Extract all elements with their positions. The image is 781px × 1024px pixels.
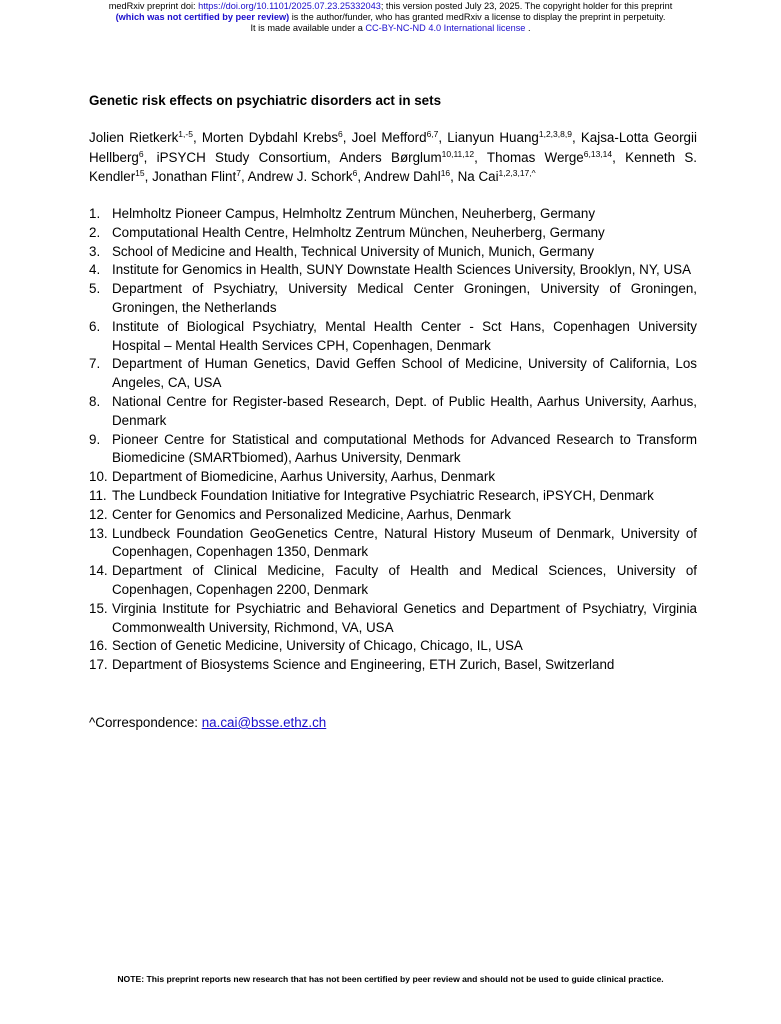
affiliation-number: 16.	[89, 638, 108, 654]
author-affiliation-marker: 15	[135, 168, 145, 178]
affiliation-number: 12.	[89, 506, 108, 522]
affiliation-number: 15.	[89, 600, 108, 616]
affiliation-text: Computational Health Centre, Helmholtz Zentrum München, Neuherberg, Germany	[112, 224, 605, 240]
affiliation-item	[89, 224, 697, 243]
affiliation-number: 5.	[89, 281, 101, 297]
affiliation-text: Lundbeck Foundation GeoGenetics Centre, Natural History Museum of Denmark, University of Copenhagen, Copenhagen 1350, Denmark	[112, 525, 697, 560]
author-affiliation-marker: 6,13,14	[583, 148, 613, 159]
header-copyright-text: ; this version posted July 23, 2025. The copyright holder for this preprint	[380, 1, 673, 11]
correspondence-email-link[interactable]: na.cai@bsse.ethz.ch	[201, 715, 327, 730]
affiliation-number: 8.	[89, 393, 101, 409]
header-license-suffix: .	[525, 23, 531, 33]
license-link[interactable]: CC-BY-NC-ND 4.0 International license	[365, 23, 526, 33]
author-name: Na Cai	[457, 169, 499, 184]
author-affiliation-marker: 7	[236, 168, 241, 178]
affiliation-number: 9.	[89, 431, 101, 447]
author-affiliation-marker: 6	[138, 148, 144, 159]
affiliation-item	[89, 205, 697, 224]
affiliation-text: The Lundbeck Foundation Initiative for Integrative Psychiatric Research, iPSYCH, Denmark	[112, 487, 654, 503]
author-affiliation-marker: 16	[440, 168, 451, 178]
affiliation-item	[89, 431, 697, 469]
affiliation-text: Department of Human Genetics, David Geffen School of Medicine, University of California, Los Angeles, CA, USA	[112, 356, 697, 391]
affiliation-list	[89, 205, 697, 675]
affiliation-item	[89, 562, 697, 600]
affiliation-text: Pioneer Centre for Statistical and computational Methods for Advanced Research to Transform Biomedicine (SMARTbiomed), Aarhus University, Denmark	[112, 431, 697, 466]
author-name: Thomas Werge	[486, 149, 584, 165]
author-name: Kajsa-Lotta Georgii Hellberg	[89, 130, 697, 165]
header-line-3	[0, 23, 781, 34]
author-name: iPSYCH Study Consortium	[156, 149, 328, 165]
affiliation-text: Institute of Biological Psychiatry, Mental Health Center - Sct Hans, Copenhagen University Hospital – Mental Health Services CPH, Copenhagen, Denmark	[112, 318, 697, 353]
affiliation-text: Department of Biomedicine, Aarhus University, Aarhus, Denmark	[112, 469, 496, 485]
author-affiliation-marker: 10,11,12	[441, 148, 475, 159]
affiliation-number: 3.	[89, 243, 101, 259]
affiliation-item	[89, 468, 697, 487]
affiliation-item	[89, 637, 697, 656]
author-affiliation-marker: 1,2,3,8,9	[538, 129, 572, 139]
author-affiliation-marker: 6	[338, 129, 343, 139]
affiliation-item	[89, 525, 697, 563]
affiliation-item	[89, 318, 697, 356]
affiliation-item	[89, 656, 697, 675]
affiliation-text: Center for Genomics and Personalized Medicine, Aarhus, Denmark	[112, 506, 511, 522]
header-line-2	[0, 12, 781, 23]
affiliation-text: Department of Psychiatry, University Medical Center Groningen, University of Groningen, Groningen, the Netherlands	[112, 281, 697, 315]
author-name: Lianyun Huang	[447, 130, 539, 145]
correspondence	[89, 715, 326, 730]
author-list: Jolien Rietkerk$^{1,-5}$, Morten Dybdahl Krebs$^6$, Joel Mefford$^{6,7}$, Lianyun Huang$^{1,2,3,8,9}$, Kajsa-Lotta Georgii Hellberg$^6$, iPSYCH Study Consortium, Anders Børglum$^{10,11,12}$, Thomas Werge$^{6,13,14}$, Kenneth S. Kendler$^{15}$, Jonathan Flint$^7$, Andrew J. Schork$^6$, Andrew Dahl$^{16}$, Na Cai$^{1,2,3,17,\^{}}$	[89, 129, 697, 184]
header-doi-prefix: medRxiv preprint doi:	[108, 1, 199, 11]
affiliation-number: 7.	[89, 356, 101, 372]
author-name: Jonathan Flint	[152, 169, 237, 184]
header-line-1	[0, 1, 781, 12]
affiliation-item	[89, 506, 697, 525]
affiliation-item	[89, 261, 697, 280]
affiliation-text: Department of Biosystems Science and Engineering, ETH Zurich, Basel, Switzerland	[112, 657, 615, 673]
affiliation-text: Helmholtz Pioneer Campus, Helmholtz Zentrum München, Neuherberg, Germany	[112, 206, 596, 221]
preprint-footer-note: NOTE: This preprint reports new research that has not been certified by peer review and should not be used to guide clinical practice.	[117, 974, 664, 984]
author-name: Joel Mefford	[351, 130, 427, 145]
affiliation-number: 13.	[89, 525, 108, 541]
preprint-header	[0, 1, 781, 34]
affiliation-text: Department of Clinical Medicine, Faculty of Health and Medical Sciences, University of Copenhagen, Copenhagen 2200, Denmark	[112, 563, 697, 597]
affiliation-text: National Centre for Register-based Research, Dept. of Public Health, Aarhus University, Aarhus, Denmark	[112, 393, 697, 428]
author-affiliation-marker: 6,7	[426, 129, 439, 139]
affiliation-item	[89, 355, 697, 393]
affiliation-text: School of Medicine and Health, Technical University of Munich, Munich, Germany	[112, 243, 595, 259]
affiliation-item	[89, 280, 697, 318]
author-name: Anders Børglum	[339, 149, 442, 165]
author-name: Morten Dybdahl Krebs	[201, 130, 339, 145]
affiliation-number: 1.	[89, 206, 101, 221]
author-name: Andrew Dahl	[364, 169, 441, 184]
author-affiliation-marker: 6	[352, 168, 358, 178]
affiliation-item	[89, 600, 697, 638]
affiliation-text: Institute for Genomics in Health, SUNY Downstate Health Sciences University, Brooklyn, NY, USA	[112, 262, 692, 278]
affiliation-number: 4.	[89, 262, 101, 278]
author-name: Jolien Rietkerk	[89, 130, 179, 145]
header-license-grant-text: is the author/funder, who has granted medRxiv a license to display the preprint in perpetuity.	[289, 12, 666, 22]
affiliation-number: 11.	[89, 487, 107, 503]
affiliation-number: 17.	[89, 657, 108, 673]
affiliation-number: 14.	[89, 563, 108, 579]
paper-title: Genetic risk effects on psychiatric disorders act in sets	[89, 93, 442, 108]
author-affiliation-marker: 1,-5	[178, 129, 193, 139]
affiliation-number: 10.	[89, 469, 108, 485]
affiliation-item	[89, 487, 697, 506]
header-license-prefix: It is made available under a	[250, 23, 366, 33]
author-name: Andrew J. Schork	[247, 169, 353, 184]
doi-link[interactable]: https://doi.org/10.1101/2025.07.23.25332043	[198, 1, 381, 11]
author-name: Kenneth S. Kendler	[89, 149, 697, 184]
correspondence-label: ^Correspondence:	[89, 715, 202, 730]
affiliation-item	[89, 243, 697, 262]
affiliation-text: Section of Genetic Medicine, University of Chicago, Chicago, IL, USA	[112, 638, 523, 654]
affiliation-item	[89, 393, 697, 431]
affiliation-text: Virginia Institute for Psychiatric and Behavioral Genetics and Department of Psychiatry, Virginia Commonwealth University, Richmond, VA, USA	[112, 600, 697, 635]
peer-review-notice: (which was not certified by peer review)	[115, 12, 290, 22]
affiliation-number: 6.	[89, 318, 101, 334]
author-affiliation-marker: 1,2,3,17,^	[498, 168, 536, 178]
affiliation-number: 2.	[89, 224, 101, 240]
